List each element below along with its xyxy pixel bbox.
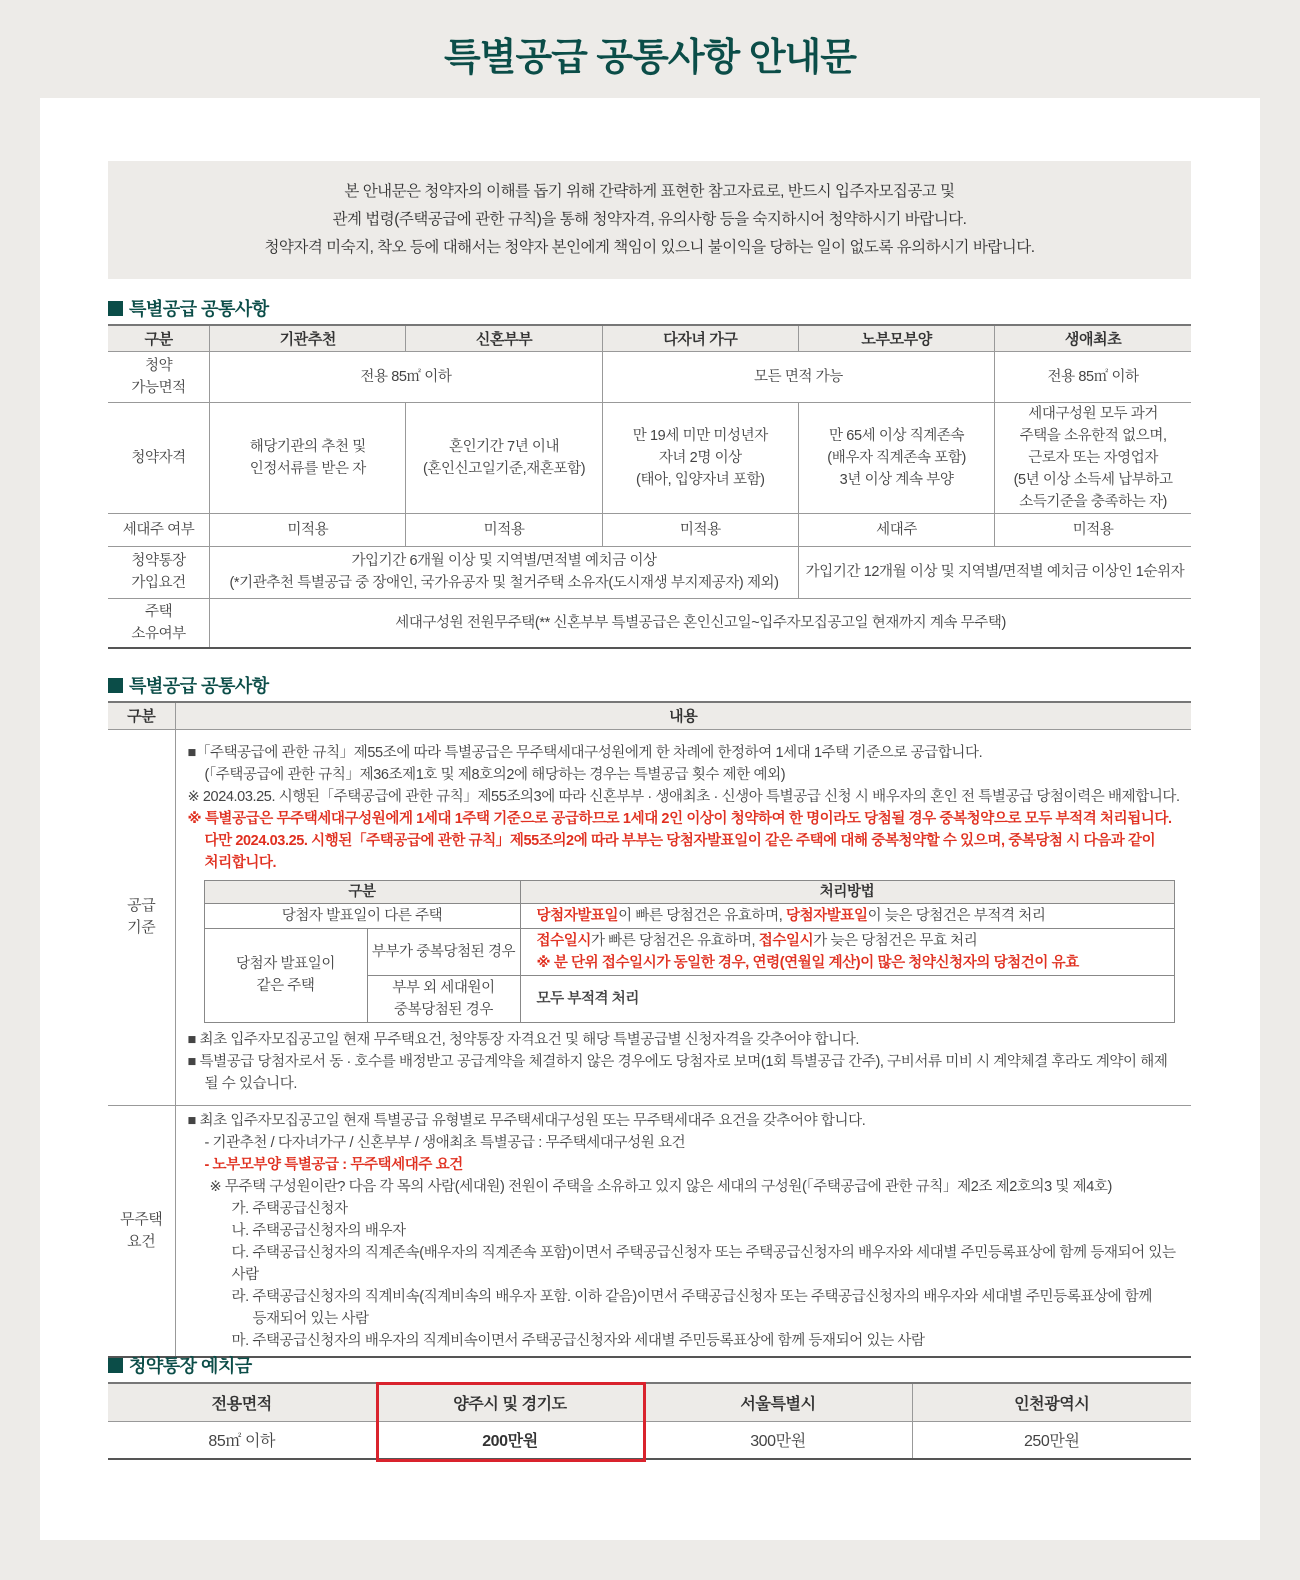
account-cell: 가입기간 6개월 이상 및 지역별/면적별 예치금 이상 (*기관추천 특별공급 중 장애인, 국가유공자 및 철거주택 소유자(도시재생 부지제공자) 제외) <box>210 546 799 598</box>
header-area: 전용면적 <box>108 1383 376 1421</box>
table-header-row <box>108 325 1191 351</box>
eligibility-cell: 혼인기간 7년 이내 (혼인신고일기준,재혼포함) <box>406 402 602 513</box>
table-row-nohouse <box>108 1105 1191 1357</box>
sub-row: 당첨자 발표일이 같은 주택 부부가 중복당첨된 경우 접수일시가 빠른 당첨건은 유효하며, 접수일시가 늦은 당첨건은 무효 처리 ※ 분 단위 접수일시가 동일한 경우, 연령(연월일 계산)이 많은 청약신청자의 당첨건이 유효 <box>204 928 1174 975</box>
table-row-supply <box>108 729 1191 1105</box>
sub-header-method: 처리방법 <box>520 880 1174 903</box>
duplicate-win-table <box>204 880 1175 1023</box>
table-row-ownership <box>108 598 1191 648</box>
header-newlywed: 신혼부부 <box>406 325 602 351</box>
section-title-common: 특별공급 공통사항 <box>108 295 269 321</box>
row-label: 청약자격 <box>108 402 210 513</box>
householder-cell: 세대주 <box>798 513 994 546</box>
supply-criteria-table <box>108 701 1191 1358</box>
table-header-row <box>108 1383 1191 1421</box>
header-gyeonggi: 양주시 및 경기도 <box>376 1383 644 1421</box>
row-label: 세대주 여부 <box>108 513 210 546</box>
notice-card <box>40 98 1260 1540</box>
header-category: 구분 <box>108 325 210 351</box>
deposit-table <box>108 1382 1191 1460</box>
sub-header-category: 구분 <box>204 880 520 903</box>
sub-row: 부부 외 세대원이 중복당첨된 경우 모두 부적격 처리 <box>204 975 1174 1022</box>
square-bullet-icon <box>108 678 123 693</box>
row-label: 청약 가능면적 <box>108 351 210 402</box>
header-elderly-parent: 노부모부양 <box>798 325 994 351</box>
sub-row: 당첨자 발표일이 다른 주택 당첨자발표일이 빠른 당첨건은 유효하며, 당첨자발표일이 늦은 당첨건은 부적격 처리 <box>204 903 1174 928</box>
intro-line: 청약자격 미숙지, 착오 등에 대해서는 청약자 본인에게 책임이 있으니 불이익을 당하는 일이 없도록 유의하시기 바랍니다. <box>264 239 1035 256</box>
nohouse-content: ■ 최초 입주자모집공고일 현재 특별공급 유형별로 무주택세대구성원 또는 무주택세대주 요건을 갖추어야 합니다. - 기관추천 / 다자녀가구 / 신혼부부 / 생애최초 특별공급 : 무주택세대구성원 요건 - 노부모부양 특별공급 : 무주택세대주 요건 ※ 무주택 구성원이란? 다음 각 목의 사람(세대원) 전원이 주택을 소유하고 있지 않은 세대의 구성원(「주택공급에 관한 규칙」제2조 제2호의3 및 제4호) 가. 주택공급신청자 나. 주택공급신청자의 배우자 다. 주택공급신청자의 직계존속(배우자의 직계존속 포함)이면서 주택공급신청자 또는 주택공급신청자의 배우자와 세대별 주민등록표상에 함께 등재되어 있는 사람 라. 주택공급신청자의 직계비속(직계비속의 배우자 포함. 이하 같음)이면서 주택공급신청자 또는 주택공급신청자의 배우자와 세대별 주민등록표상에 함께 등재되어 있는 사람 마. 주택공급신청자의 배우자의 직계비속이면서 주택공급신청자와 세대별 주민등록표상에 함께 등재되어 있는 사람 <box>175 1105 1191 1357</box>
intro-notice <box>108 161 1191 279</box>
area-value: 85㎡ 이하 <box>108 1421 376 1459</box>
supply-content: ■「주택공급에 관한 규칙」제55조에 따라 특별공급은 무주택세대구성원에게 한 차례에 한정하여 1세대 1주택 기준으로 공급합니다. (「주택공급에 관한 규칙」제36조제1호 및 제8호의2에 해당하는 경우는 특별공급 횟수 제한 예외) ※ 2024.03.25. 시행된「주택공급에 관한 규칙」제55조의3에 따라 신혼부부 · 생애최초 · 신생아 특별공급 신청 시 배우자의 혼인 전 특별공급 당첨이력은 배제합니다. ※ 특별공급은 무주택세대구성원에게 1세대 1주택 기준으로 공급하므로 1세대 2인 이상이 청약하여 한 명이라도 당첨될 경우 중복청약으로 모두 부적격 처리됩니다. 다만 2024.03.25. 시행된「주택공급에 관한 규칙」제55조의2에 따라 부부는 당첨자발표일이 같은 주택에 대해 중복청약할 수 있으며, 중복당첨 시 다음과 같이 처리합니다. 구분 처리방법 당첨자 발표일이 다른 주택 당첨자발표일이 빠른 당첨건은 유효하며, 당첨자발표일이 늦은 당첨건은 부적격 처리 당첨자 발표일이 같은 주택 부부가 중복당첨된 경우 접수일시가 빠른 당첨건은 유효하며, 접수일시가 늦은 당첨건은 무효 처리 ※ 분 단위 접수일시가 동일한 경우, 연령(연월일 계산)이 많은 청약신청자의 당첨건이 유효 부부 외 세대원이 중복당첨된 경우 모두 부적격 처리 ■ 최초 입주자모집공고일 현재 무주택요건, 청약통장 자격요건 및 해당 특별공급별 신청자격을 갖추어야 합니다. ■ 특별공급 당첨자로서 동 · 호수를 배정받고 공급계약을 체결하지 않은 경우에도 당첨자로 보며(1회 특별공급 간주), 구비서류 미비 시 계약체결 후라도 계약이 해제 될 수 있습니다. <box>175 729 1191 1105</box>
eligibility-cell: 만 65세 이상 직계존속 (배우자 직계존속 포함) 3년 이상 계속 부양 <box>798 402 994 513</box>
table-row-area <box>108 351 1191 402</box>
header-multichild: 다자녀 가구 <box>602 325 798 351</box>
area-cell: 전용 85㎡ 이하 <box>210 351 603 402</box>
account-cell: 가입기간 12개월 이상 및 지역별/면적별 예치금 이상인 1순위자 <box>798 546 1191 598</box>
seoul-value: 300만원 <box>644 1421 912 1459</box>
area-cell: 모든 면적 가능 <box>602 351 995 402</box>
header-content: 내용 <box>175 702 1191 729</box>
table-row-account <box>108 546 1191 598</box>
householder-cell: 미적용 <box>602 513 798 546</box>
eligibility-cell: 세대구성원 모두 과거 주택을 소유한적 없으며, 근로자 또는 자영업자 (5년 이상 소득세 납부하고 소득기준을 충족하는 자) <box>995 402 1191 513</box>
eligibility-cell: 해당기관의 추천 및 인정서류를 받은 자 <box>210 402 406 513</box>
intro-line: 본 안내문은 청약자의 이해를 돕기 위해 간략하게 표현한 참고자료로, 반드시 입주자모집공고 및 <box>344 183 955 200</box>
eligibility-cell: 만 19세 미만 미성년자 자녀 2명 이상 (태아, 입양자녀 포함) <box>602 402 798 513</box>
header-first-time: 생애최초 <box>995 325 1191 351</box>
row-label: 공급 기준 <box>108 729 175 1105</box>
row-label: 무주택 요건 <box>108 1105 175 1357</box>
section-title-common-2: 특별공급 공통사항 <box>108 672 269 698</box>
intro-line: 관계 법령(주택공급에 관한 규칙)을 통해 청약자격, 유의사항 등을 숙지하시어 청약하시기 바랍니다. <box>332 211 967 228</box>
table-header-row <box>108 702 1191 729</box>
header-institution: 기관추천 <box>210 325 406 351</box>
header-incheon: 인천광역시 <box>912 1383 1191 1421</box>
table-row-householder <box>108 513 1191 546</box>
common-requirements-table <box>108 324 1191 649</box>
square-bullet-icon <box>108 1358 123 1373</box>
row-label: 청약통장 가입요건 <box>108 546 210 598</box>
table-row <box>108 1421 1191 1459</box>
table-row-eligibility <box>108 402 1191 513</box>
page-title: 특별공급 공통사항 안내문 <box>444 37 856 79</box>
incheon-value: 250만원 <box>912 1421 1191 1459</box>
householder-cell: 미적용 <box>995 513 1191 546</box>
header-category: 구분 <box>108 702 175 729</box>
gyeonggi-value: 200만원 <box>376 1421 644 1459</box>
row-label: 주택 소유여부 <box>108 598 210 648</box>
ownership-cell: 세대구성원 전원무주택(** 신혼부부 특별공급은 혼인신고일~입주자모집공고일 현재까지 계속 무주택) <box>210 598 1191 648</box>
householder-cell: 미적용 <box>406 513 602 546</box>
header-seoul: 서울특별시 <box>644 1383 912 1421</box>
section-title-deposit: 청약통장 예치금 <box>108 1352 252 1378</box>
area-cell: 전용 85㎡ 이하 <box>995 351 1191 402</box>
householder-cell: 미적용 <box>210 513 406 546</box>
square-bullet-icon <box>108 301 123 316</box>
